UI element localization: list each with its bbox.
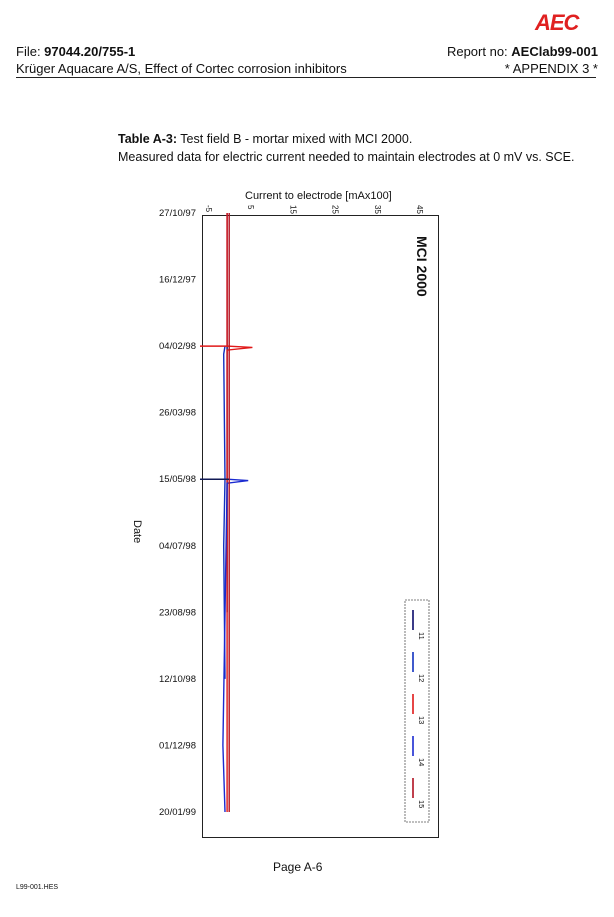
x-tick-label: 5 [246,205,256,210]
legend-label-12: 12 [417,674,426,683]
chart-title: MCI 2000 [414,236,430,297]
y-tick-label: 20/01/99 [159,807,196,818]
y-axis-title: Date [131,520,143,544]
file-code: L99-001.HES [16,884,59,891]
y-tick-label: 15/05/98 [159,474,196,486]
y-tick-label: 16/12/97 [159,274,196,286]
legend-label-15: 15 [417,800,426,809]
y-tick-label: 23/08/98 [159,607,196,619]
x-tick-label: -5 [204,205,213,213]
company-line: Krüger Aquacare A/S, Effect of Cortec corrosion inhibitors [16,61,347,76]
y-tick-label: 04/02/98 [159,341,196,353]
report-value: AEClab99-001 [511,44,598,59]
legend-label-13: 13 [417,716,426,725]
page-number: Page A-6 [273,860,323,874]
series-line-13 [227,213,252,812]
y-tick-label: 27/10/97 [159,208,196,219]
file-value: 97044.20/755-1 [44,44,136,59]
x-tick-label: 15 [288,205,298,214]
x-axis-title: Current to electrode [mAx100] [245,190,392,202]
legend-label-11: 11 [417,632,426,640]
report-label: Report no: [446,44,512,59]
file-label: File: [16,44,45,59]
x-tick-label: 45 [415,205,424,214]
y-tick-label: 26/03/98 [159,407,196,419]
x-tick-label: 25 [330,205,340,214]
legend-label-14: 14 [417,758,426,767]
x-tick-label: 35 [372,205,382,214]
y-tick-label: 01/12/98 [159,740,196,752]
table-caption-text: Test field B - mortar mixed with MCI 2000. [177,132,413,146]
table-label: Table A-3: [118,132,178,146]
table-caption-line2: Measured data for electric current needed to maintain electrodes at 0 mV vs. SCE. [118,150,575,164]
appendix-label: * APPENDIX 3 * [504,61,598,76]
y-tick-label: 12/10/98 [159,673,196,685]
y-tick-label: 04/07/98 [159,540,196,552]
aec-logo: AEC [535,10,579,35]
